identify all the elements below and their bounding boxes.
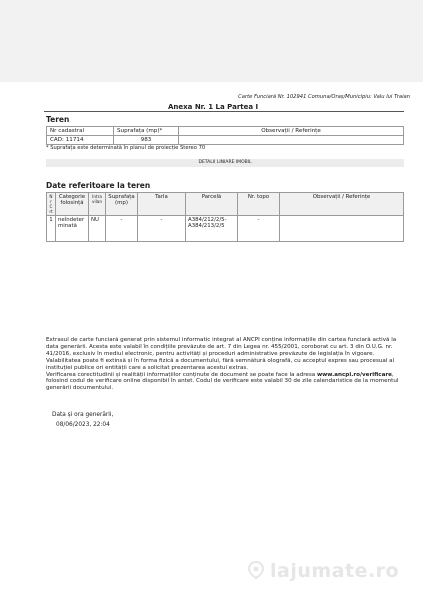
date-teren-table xyxy=(46,192,404,242)
verification-text-pre: Verificarea corectitudinii și realității informațiilor conținute de document se poate face la adresa xyxy=(46,371,317,378)
table-header-row xyxy=(47,127,404,136)
annex-title: Anexa Nr. 1 La Partea I xyxy=(168,103,259,111)
cell-parcela: A384/212/2/5-A384/213/2/5 xyxy=(186,216,238,242)
col-nr-cadastral: Nr cadastral xyxy=(47,127,114,136)
col-suprafata: Suprafața (mp)* xyxy=(114,127,179,136)
divider xyxy=(44,111,404,112)
verification-link[interactable]: www.ancpi.ro/verificare xyxy=(316,371,392,378)
table-row xyxy=(47,216,404,242)
cell-observatii xyxy=(280,216,404,242)
document-page xyxy=(0,82,423,600)
cf-header-line: Carte Funciară Nr. 102941 Comuna/Oraș/Municipiu: Valu lui Traian xyxy=(238,94,410,100)
table-row xyxy=(47,136,404,145)
extract-paragraph xyxy=(46,337,404,392)
detalii-liniare-band: DETALII LINIARE IMOBIL xyxy=(46,159,404,167)
teren-table xyxy=(46,126,404,145)
cell-suprafata: 983 xyxy=(114,136,179,145)
watermark-logo: lajumate.ro xyxy=(270,560,400,582)
extract-paragraph-2 xyxy=(46,372,404,393)
cell-nr-topo: - xyxy=(238,216,280,242)
surface-note: * Suprafața este determinată în planul de proiecție Stereo 70 xyxy=(46,145,206,151)
col-observatii: Observații / Referințe xyxy=(179,127,404,136)
cell-categorie: neîndeterminată xyxy=(56,216,89,242)
cell-nr-crt: 1 xyxy=(47,216,56,242)
extract-paragraph-1: Extrasul de carte funciară generat prin sistemul informatic integrat al ANCPI conține informațiile din cartea funciară activă la data generării. Acesta este valabil în condițiile prevăzute de art. 7 din Legea nr. 455/2001, coroborat cu art. 3 din O.U.G. nr. 41/2016, exclusiv în mediul electronic, pentru activități și proceduri administrative prevăzute de legislația în vigoare. Valabilitatea poate fi extinsă și în forma fizică a documentului, fără semnătură olografă, cu acceptul expres sau procesual al instituției publice ori entității care a solicitat prezentarea acestui extras. xyxy=(46,337,397,371)
generation-date-label: Data și ora generării, xyxy=(52,412,114,418)
cell-suprafata: - xyxy=(106,216,138,242)
teren-section-title: Teren xyxy=(46,115,70,124)
col-suprafata: Suprafața (mp) xyxy=(106,193,138,216)
cell-observatii xyxy=(179,136,404,145)
cell-tarla: - xyxy=(138,216,186,242)
table-header-row xyxy=(47,193,404,216)
cell-intravilan: NU xyxy=(89,216,106,242)
col-nr-topo: Nr. topo xyxy=(238,193,280,216)
col-intravilan: Intra vilan xyxy=(89,193,106,216)
lajumate-logo-icon xyxy=(248,561,264,579)
generation-date-value: 08/06/2023, 22:04 xyxy=(56,422,110,428)
verification-text-post: , folosind codul de verificare online disponibil în antet. Codul de verificare este valabil 30 de zile calendaristice de la momentul generării documentului. xyxy=(46,371,399,392)
cell-nr-cadastral: CAD: 11714 xyxy=(47,136,114,145)
col-categorie: Categorie folosință xyxy=(56,193,89,216)
date-teren-section-title: Date referitoare la teren xyxy=(46,181,151,190)
col-parcela: Parcelă xyxy=(186,193,238,216)
col-observatii: Observații / Referințe xyxy=(280,193,404,216)
col-tarla: Tarla xyxy=(138,193,186,216)
col-nr-crt: Nr Crt xyxy=(47,193,56,216)
